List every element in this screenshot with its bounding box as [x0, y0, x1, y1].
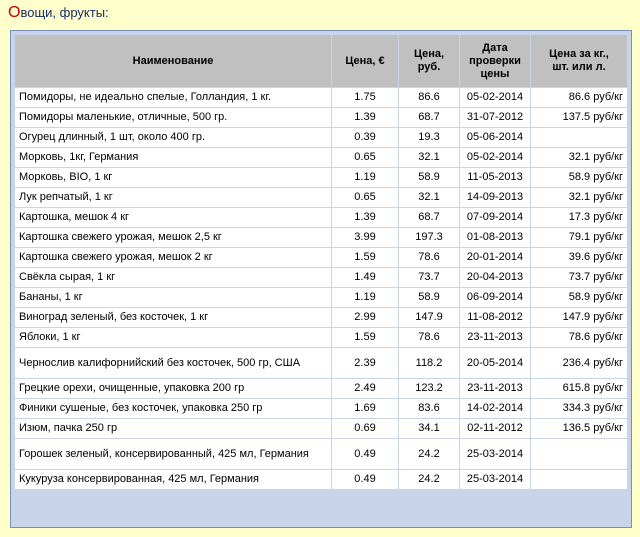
- cell-price-eur: 2.99: [332, 308, 398, 327]
- table-row: [15, 88, 627, 107]
- cell-date: 06-09-2014: [460, 288, 530, 307]
- cell-date: 07-09-2014: [460, 208, 530, 227]
- cell-per-unit: 78.6 руб/кг: [531, 328, 627, 347]
- cell-price-eur: 1.59: [332, 328, 398, 347]
- cell-name: Морковь, BIO, 1 кг: [15, 168, 331, 187]
- cell-price-eur: 3.99: [332, 228, 398, 247]
- cell-per-unit: 32.1 руб/кг: [531, 148, 627, 167]
- cell-price-eur: 0.65: [332, 188, 398, 207]
- cell-date: 14-02-2014: [460, 399, 530, 418]
- table-row: [15, 470, 627, 489]
- cell-price-rub: 24.2: [399, 439, 459, 469]
- cell-name: Картошка свежего урожая, мешок 2 кг: [15, 248, 331, 267]
- cell-price-rub: 86.6: [399, 88, 459, 107]
- cell-date: 20-05-2014: [460, 348, 530, 378]
- price-table-frame: [10, 30, 632, 528]
- cell-price-eur: 0.69: [332, 419, 398, 438]
- cell-price-eur: 1.75: [332, 88, 398, 107]
- header-price-rub: [399, 35, 459, 87]
- cell-date: 20-01-2014: [460, 248, 530, 267]
- cell-price-rub: 83.6: [399, 399, 459, 418]
- table-row: [15, 148, 627, 167]
- cell-price-rub: 58.9: [399, 168, 459, 187]
- table-row: [15, 208, 627, 227]
- header-per-unit-line1: Цена за кг.,: [549, 48, 609, 60]
- cell-price-eur: 0.49: [332, 470, 398, 489]
- cell-name: Помидоры, не идеально спелые, Голландия, 1 кг.: [15, 88, 331, 107]
- table-row: [15, 228, 627, 247]
- cell-name: Помидоры маленькие, отличные, 500 гр.: [15, 108, 331, 127]
- cell-price-rub: 123.2: [399, 379, 459, 398]
- cell-per-unit: 334.3 руб/кг: [531, 399, 627, 418]
- cell-date: 25-03-2014: [460, 439, 530, 469]
- table-header-row: [15, 35, 627, 87]
- table-row: [15, 168, 627, 187]
- cell-date: 02-11-2012: [460, 419, 530, 438]
- cell-price-rub: 68.7: [399, 208, 459, 227]
- table-row: [15, 308, 627, 327]
- cell-price-rub: 73.7: [399, 268, 459, 287]
- cell-price-rub: 118.2: [399, 348, 459, 378]
- cell-name: Чернослив калифорнийский без косточек, 500 гр, США: [15, 348, 331, 378]
- header-date-line1: Дата: [482, 41, 508, 54]
- cell-price-rub: 32.1: [399, 148, 459, 167]
- table-row: [15, 379, 627, 398]
- cell-price-rub: 147.9: [399, 308, 459, 327]
- section-title-initial: О: [8, 4, 21, 21]
- cell-per-unit: [531, 128, 627, 147]
- cell-name: Картошка, мешок 4 кг: [15, 208, 331, 227]
- cell-name: Яблоки, 1 кг: [15, 328, 331, 347]
- cell-per-unit: [531, 439, 627, 469]
- cell-per-unit: 79.1 руб/кг: [531, 228, 627, 247]
- cell-date: 11-05-2013: [460, 168, 530, 187]
- cell-name: Морковь, 1кг, Германия: [15, 148, 331, 167]
- cell-per-unit: 147.9 руб/кг: [531, 308, 627, 327]
- price-table: [14, 34, 628, 490]
- cell-per-unit: 32.1 руб/кг: [531, 188, 627, 207]
- section-title-text: вощи, фрукты:: [20, 5, 109, 20]
- header-per-unit-line2: шт. или л.: [552, 61, 606, 73]
- cell-per-unit: 58.9 руб/кг: [531, 288, 627, 307]
- cell-price-rub: 78.6: [399, 248, 459, 267]
- cell-date: 20-04-2013: [460, 268, 530, 287]
- cell-date: 05-02-2014: [460, 88, 530, 107]
- cell-price-eur: 1.39: [332, 108, 398, 127]
- table-row: [15, 348, 627, 378]
- table-row: [15, 328, 627, 347]
- cell-name: Изюм, пачка 250 гр: [15, 419, 331, 438]
- cell-price-rub: 78.6: [399, 328, 459, 347]
- cell-per-unit: 58.9 руб/кг: [531, 168, 627, 187]
- header-price-rub-line1: Цена,: [413, 48, 445, 60]
- cell-date: 05-06-2014: [460, 128, 530, 147]
- table-row: [15, 268, 627, 287]
- table-row: [15, 419, 627, 438]
- cell-name: Грецкие орехи, очищенные, упаковка 200 гр: [15, 379, 331, 398]
- cell-name: Лук репчатый, 1 кг: [15, 188, 331, 207]
- header-name: Наименование: [15, 35, 331, 87]
- table-row: [15, 128, 627, 147]
- cell-per-unit: 17.3 руб/кг: [531, 208, 627, 227]
- header-date: [460, 35, 530, 87]
- table-row: [15, 439, 627, 469]
- cell-price-rub: 32.1: [399, 188, 459, 207]
- cell-name: Свёкла сырая, 1 кг: [15, 268, 331, 287]
- cell-name: Финики сушеные, без косточек, упаковка 250 гр: [15, 399, 331, 418]
- cell-date: 05-02-2014: [460, 148, 530, 167]
- cell-price-rub: 197.3: [399, 228, 459, 247]
- cell-price-eur: 1.19: [332, 288, 398, 307]
- table-row: [15, 288, 627, 307]
- cell-per-unit: [531, 470, 627, 489]
- cell-per-unit: 73.7 руб/кг: [531, 268, 627, 287]
- table-row: [15, 108, 627, 127]
- cell-price-rub: 68.7: [399, 108, 459, 127]
- cell-per-unit: 615.8 руб/кг: [531, 379, 627, 398]
- table-row: [15, 188, 627, 207]
- cell-price-eur: 2.39: [332, 348, 398, 378]
- cell-price-rub: 58.9: [399, 288, 459, 307]
- cell-date: 11-08-2012: [460, 308, 530, 327]
- cell-date: 01-08-2013: [460, 228, 530, 247]
- table-row: [15, 399, 627, 418]
- cell-price-eur: 1.69: [332, 399, 398, 418]
- cell-name: Горошек зеленый, консервированный, 425 мл, Германия: [15, 439, 331, 469]
- cell-name: Картошка свежего урожая, мешок 2,5 кг: [15, 228, 331, 247]
- cell-per-unit: 39.6 руб/кг: [531, 248, 627, 267]
- cell-price-eur: 0.65: [332, 148, 398, 167]
- table-body: [15, 88, 627, 489]
- header-price-eur: Цена, €: [332, 35, 398, 87]
- cell-price-eur: 0.39: [332, 128, 398, 147]
- table-row: [15, 248, 627, 267]
- cell-per-unit: 136.5 руб/кг: [531, 419, 627, 438]
- header-price-rub-line2: руб.: [417, 61, 441, 73]
- cell-price-rub: 34.1: [399, 419, 459, 438]
- cell-per-unit: 236.4 руб/кг: [531, 348, 627, 378]
- cell-price-eur: 1.59: [332, 248, 398, 267]
- cell-price-eur: 1.19: [332, 168, 398, 187]
- header-date-line2: проверки: [469, 54, 521, 67]
- cell-price-rub: 19.3: [399, 128, 459, 147]
- cell-price-eur: 0.49: [332, 439, 398, 469]
- cell-date: 25-03-2014: [460, 470, 530, 489]
- section-title: [8, 4, 109, 22]
- cell-date: 14-09-2013: [460, 188, 530, 207]
- cell-price-eur: 1.39: [332, 208, 398, 227]
- cell-name: Огурец длинный, 1 шт, около 400 гр.: [15, 128, 331, 147]
- cell-per-unit: 137.5 руб/кг: [531, 108, 627, 127]
- header-date-line3: цены: [480, 67, 510, 80]
- cell-name: Виноград зеленый, без косточек, 1 кг: [15, 308, 331, 327]
- cell-date: 23-11-2013: [460, 328, 530, 347]
- cell-name: Бананы, 1 кг: [15, 288, 331, 307]
- cell-price-eur: 1.49: [332, 268, 398, 287]
- cell-date: 23-11-2013: [460, 379, 530, 398]
- cell-per-unit: 86.6 руб/кг: [531, 88, 627, 107]
- cell-price-eur: 2.49: [332, 379, 398, 398]
- cell-date: 31-07-2012: [460, 108, 530, 127]
- cell-price-rub: 24.2: [399, 470, 459, 489]
- cell-name: Кукуруза консервированная, 425 мл, Германия: [15, 470, 331, 489]
- header-per-unit: [531, 35, 627, 87]
